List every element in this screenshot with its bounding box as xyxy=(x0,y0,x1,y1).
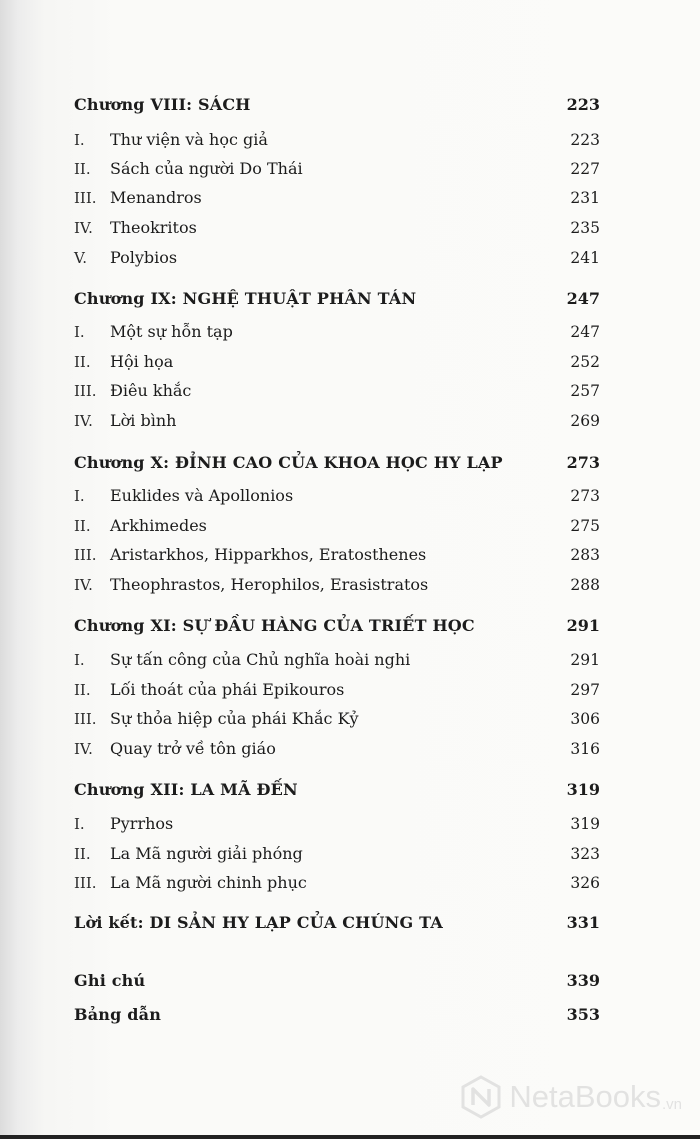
toc-page-number: 283 xyxy=(570,546,600,564)
toc-section xyxy=(74,130,600,149)
toc-title: Polybios xyxy=(110,248,178,267)
toc-title: Euklides và Apollonios xyxy=(110,486,294,505)
toc-title: La Mã người chinh phục xyxy=(110,873,307,892)
toc-chapter xyxy=(74,913,600,932)
toc-title: Menandros xyxy=(110,188,202,207)
toc-section-number: IV. xyxy=(74,740,93,758)
toc-title: Hội họa xyxy=(110,352,174,371)
toc-title: La Mã người giải phóng xyxy=(110,844,303,863)
toc-section xyxy=(74,739,600,758)
toc-section-number: IV. xyxy=(74,576,93,594)
toc-page-number: 231 xyxy=(570,189,600,207)
toc-section-number: II. xyxy=(74,845,91,863)
toc-section xyxy=(74,545,600,564)
toc-chapter xyxy=(74,1005,600,1024)
toc-title: Lời kết: DI SẢN HY LẠP CỦA CHÚNG TA xyxy=(74,913,443,932)
toc-section xyxy=(74,218,600,237)
toc-chapter xyxy=(74,453,600,472)
toc-page-number: 288 xyxy=(570,576,600,594)
toc-title: Lời bình xyxy=(110,411,177,430)
toc-section-number: II. xyxy=(74,681,91,699)
toc-chapter xyxy=(74,971,600,990)
toc-page-number: 227 xyxy=(570,160,600,178)
toc-page-number: 291 xyxy=(566,616,600,635)
toc-page-number: 297 xyxy=(570,681,600,699)
toc-section-number: I. xyxy=(74,323,85,341)
toc-title: Sự tấn công của Chủ nghĩa hoài nghi xyxy=(110,650,411,669)
toc-title: Aristarkhos, Hipparkhos, Eratosthenes xyxy=(110,545,427,564)
toc-section-number: I. xyxy=(74,651,85,669)
toc-title: Điêu khắc xyxy=(110,381,192,400)
toc-page-number: 316 xyxy=(570,740,600,758)
toc-section xyxy=(74,516,600,535)
toc-page-number: 223 xyxy=(570,131,600,149)
toc-title: Chương VIII: SÁCH xyxy=(74,95,251,114)
toc-section-number: I. xyxy=(74,815,85,833)
page-bottom-edge xyxy=(0,1135,700,1139)
toc-title: Chương XI: SỰ ĐẦU HÀNG CỦA TRIẾT HỌC xyxy=(74,616,475,635)
toc-section-number: II. xyxy=(74,160,91,178)
toc-section-number: II. xyxy=(74,353,91,371)
toc-title: Bảng dẫn xyxy=(74,1005,162,1024)
toc-page-number: 235 xyxy=(570,219,600,237)
toc-page-number: 241 xyxy=(570,249,600,267)
toc-title: Sách của người Do Thái xyxy=(110,159,303,178)
toc-chapter xyxy=(74,616,600,635)
toc-title: Pyrrhos xyxy=(110,814,174,833)
toc-title: Ghi chú xyxy=(74,971,146,990)
toc-section-number: III. xyxy=(74,874,97,892)
toc-section-number: IV. xyxy=(74,412,93,430)
toc-section xyxy=(74,159,600,178)
toc-section xyxy=(74,248,600,267)
toc-section-number: III. xyxy=(74,546,97,564)
toc-page-number: 339 xyxy=(566,971,600,990)
toc-section-number: II. xyxy=(74,517,91,535)
toc-page-number: 323 xyxy=(570,845,600,863)
toc-section xyxy=(74,486,600,505)
toc-title: Lối thoát của phái Epikouros xyxy=(110,680,345,699)
toc-page-number: 319 xyxy=(566,780,600,799)
toc-page-number: 319 xyxy=(570,815,600,833)
toc-section xyxy=(74,873,600,892)
toc-title: Chương IX: NGHỆ THUẬT PHÂN TÁN xyxy=(74,289,417,308)
toc-page-number: 252 xyxy=(570,353,600,371)
toc-page-number: 247 xyxy=(566,289,600,308)
toc-section-number: III. xyxy=(74,189,97,207)
toc-section xyxy=(74,411,600,430)
toc-section xyxy=(74,381,600,400)
watermark-suffix: .vn xyxy=(661,1096,682,1113)
toc-page-number: 353 xyxy=(566,1005,600,1024)
toc-page-number: 306 xyxy=(570,710,600,728)
toc-title: Arkhimedes xyxy=(110,516,207,535)
toc-chapter xyxy=(74,289,600,308)
toc-section xyxy=(74,709,600,728)
toc-chapter xyxy=(74,95,600,114)
toc-section-number: V. xyxy=(74,249,87,267)
toc-section-number: III. xyxy=(74,382,97,400)
toc-page-number: 291 xyxy=(570,651,600,669)
toc-page-number: 269 xyxy=(570,412,600,430)
toc-section xyxy=(74,188,600,207)
toc-title: Một sự hỗn tạp xyxy=(110,322,233,341)
toc-title: Chương XII: LA MÃ ĐẾN xyxy=(74,780,298,799)
toc-title: Quay trở về tôn giáo xyxy=(110,739,276,758)
toc-section xyxy=(74,680,600,699)
toc-section xyxy=(74,352,600,371)
toc-section xyxy=(74,575,600,594)
netabooks-logo-icon xyxy=(459,1075,503,1119)
toc-page-number: 223 xyxy=(566,95,600,114)
toc-section-number: I. xyxy=(74,131,85,149)
toc-section xyxy=(74,322,600,341)
toc-page-number: 331 xyxy=(566,913,600,932)
toc-section-number: IV. xyxy=(74,219,93,237)
netabooks-watermark xyxy=(459,1075,682,1119)
toc-title: Sự thỏa hiệp của phái Khắc Kỷ xyxy=(110,709,359,728)
toc-title: Thư viện và học giả xyxy=(110,130,268,149)
toc-chapter xyxy=(74,780,600,799)
toc-page-number: 273 xyxy=(570,487,600,505)
toc-page-number: 273 xyxy=(566,453,600,472)
toc-section xyxy=(74,844,600,863)
toc-title: Theokritos xyxy=(110,218,197,237)
toc-page-number: 275 xyxy=(570,517,600,535)
toc-page-number: 247 xyxy=(570,323,600,341)
toc-page-number: 326 xyxy=(570,874,600,892)
toc-section-number: I. xyxy=(74,487,85,505)
toc-page-number: 257 xyxy=(570,382,600,400)
watermark-brand: NetaBooks xyxy=(509,1079,661,1114)
toc-section-number: III. xyxy=(74,710,97,728)
toc-title: Theophrastos, Herophilos, Erasistratos xyxy=(110,575,429,594)
toc-section xyxy=(74,814,600,833)
toc-section xyxy=(74,650,600,669)
toc-title: Chương X: ĐỈNH CAO CỦA KHOA HỌC HY LẠP xyxy=(74,453,503,472)
